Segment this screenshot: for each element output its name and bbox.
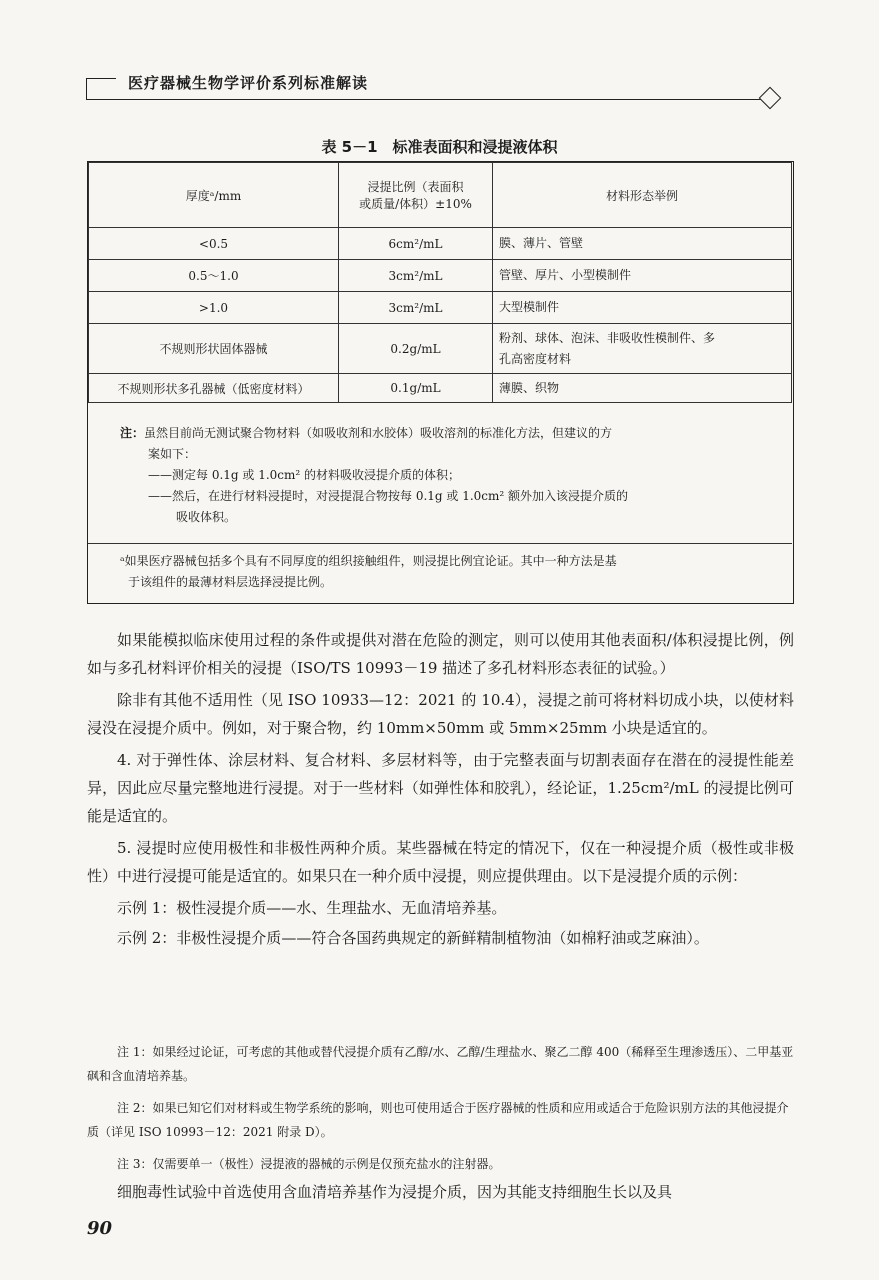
cell-examples-line: 粉剂、球体、泡沫、非吸收性模制件、多 [499,330,716,345]
cell-thickness: 不规则形状多孔器械（低密度材料） [89,374,339,403]
header-title: 医疗器械生物学评价系列标准解读 [128,74,369,92]
paragraph: 5. 浸提时应使用极性和非极性两种介质。某些器械在特定的情况下，仅在一种浸提介质（极性或非极性）中进行浸提可能是适宜的。如果只在一种介质中浸提，则应提供理由。以下是浸提介质的示例： [87,839,794,885]
closing-paragraph [87,1178,794,1206]
note-line: ——然后，在进行材料浸提时，对浸提混合物按每 0.1g 或 1.0cm² 额外加入该浸提介质的 [148,489,629,503]
note-line: 吸收体积。 [176,510,237,524]
header-ratio [339,163,493,228]
notes-section [87,1040,794,1176]
paragraph: 如果能模拟临床使用过程的条件或提供对潜在危险的测定，则可以使用其他表面积/体积浸提比例，例如与多孔材料评价相关的浸提（ISO/TS 10993－19 描述了多孔材料形态表征的试验。） [87,631,794,677]
cell-thickness: <0.5 [89,228,339,260]
running-header [86,74,786,108]
paragraph: 细胞毒性试验中首选使用含血清培养基作为浸提介质，因为其能支持细胞生长以及具 [117,1183,673,1201]
cell-examples-line: 孔高密度材料 [499,351,572,366]
paragraph: 除非有其他不适用性（见 ISO 10933—12：2021 的 10.4），浸提之前可将材料切成小块，以使材料浸没在浸提介质中。例如，对于聚合物，约 10mm×50mm 或 5mm×25mm 小块是适宜的。 [87,691,794,737]
cell-ratio: 0.2g/mL [339,324,493,374]
cell-thickness: 0.5～1.0 [89,260,339,292]
header-rule [86,78,87,100]
header-thickness: 厚度ᵃ/mm [89,163,339,228]
cell-ratio: 3cm²/mL [339,292,493,324]
cell-ratio: 6cm²/mL [339,228,493,260]
table-footnote [120,551,770,593]
note-line [120,423,760,444]
standard-table-box [87,161,794,604]
standard-table [88,162,792,403]
note-text: 虽然目前尚无测试聚合物材料（如吸收剂和水胶体）吸收溶剂的标准化方法，但建议的方 [144,426,613,440]
header-material-examples: 材料形态举例 [493,163,792,228]
table-row [89,374,792,403]
page-number: 90 [87,1218,113,1239]
table-caption: 表 5－1 标准表面积和浸提液体积 [321,138,558,156]
cell-ratio: 0.1g/mL [339,374,493,403]
note-line: 案如下： [148,447,197,461]
table-row [89,292,792,324]
footnote-line: 于该组件的最薄材料层选择浸提比例。 [128,575,333,589]
cell-thickness: >1.0 [89,292,339,324]
table-row [89,228,792,260]
note-line: ——测定每 0.1g 或 1.0cm² 的材料吸收浸提介质的体积； [148,468,461,482]
header-ratio-line: 浸提比例（表面积 [367,180,464,194]
note-paragraph: 注 1：如果经过论证，可考虑的其他或替代浸提介质有乙醇/水、乙醇/生理盐水、聚乙二醇 400（稀释至生理渗透压）、二甲基亚砜和含血清培养基。 [87,1045,794,1083]
note-paragraph: 注 2：如果已知它们对材料或生物学系统的影响，则也可使用适合于医疗器械的性质和应用或适合于危险识别方法的其他浸提介质（详见 ISO 10993－12：2021 附录 D）。 [87,1101,789,1139]
header-ratio-line: 或质量/体积）±10% [359,197,472,211]
cell-ratio: 3cm²/mL [339,260,493,292]
paragraph: 4. 对于弹性体、涂层材料、复合材料、多层材料等，由于完整表面与切割表面存在潜在的浸提性能差异，因此应尽量完整地进行浸提。对于一些材料（如弹性体和胶乳），经论证，1.25cm²/mL 的浸提比例可能是适宜的。 [87,751,794,825]
table-divider [88,543,792,544]
header-rule [86,78,116,79]
body-paragraphs [87,626,794,952]
note-paragraph: 注 3：仅需要单一（极性）浸提液的器械的示例是仅预充盐水的注射器。 [117,1157,501,1171]
example-line: 示例 1：极性浸提介质——水、生理盐水、无血清培养基。 [117,899,507,917]
cell-examples: 薄膜、织物 [493,374,792,403]
table-row [89,324,792,374]
table-note [120,423,760,528]
header-rule [86,99,762,100]
cell-examples: 膜、薄片、管壁 [493,228,792,260]
cell-thickness: 不规则形状固体器械 [89,324,339,374]
table-header-row [89,163,792,228]
note-label: 注： [120,426,145,440]
example-line: 示例 2：非极性浸提介质——符合各国药典规定的新鲜精制植物油（如棉籽油或芝麻油）。 [117,929,709,947]
cell-examples: 管壁、厚片、小型模制件 [493,260,792,292]
cell-examples: 大型模制件 [493,292,792,324]
diamond-icon [759,87,782,110]
footnote-line: ᵃ如果医疗器械包括多个具有不同厚度的组织接触组件，则浸提比例宜论证。其中一种方法是基 [120,554,617,568]
table-row [89,260,792,292]
cell-examples [493,324,792,374]
